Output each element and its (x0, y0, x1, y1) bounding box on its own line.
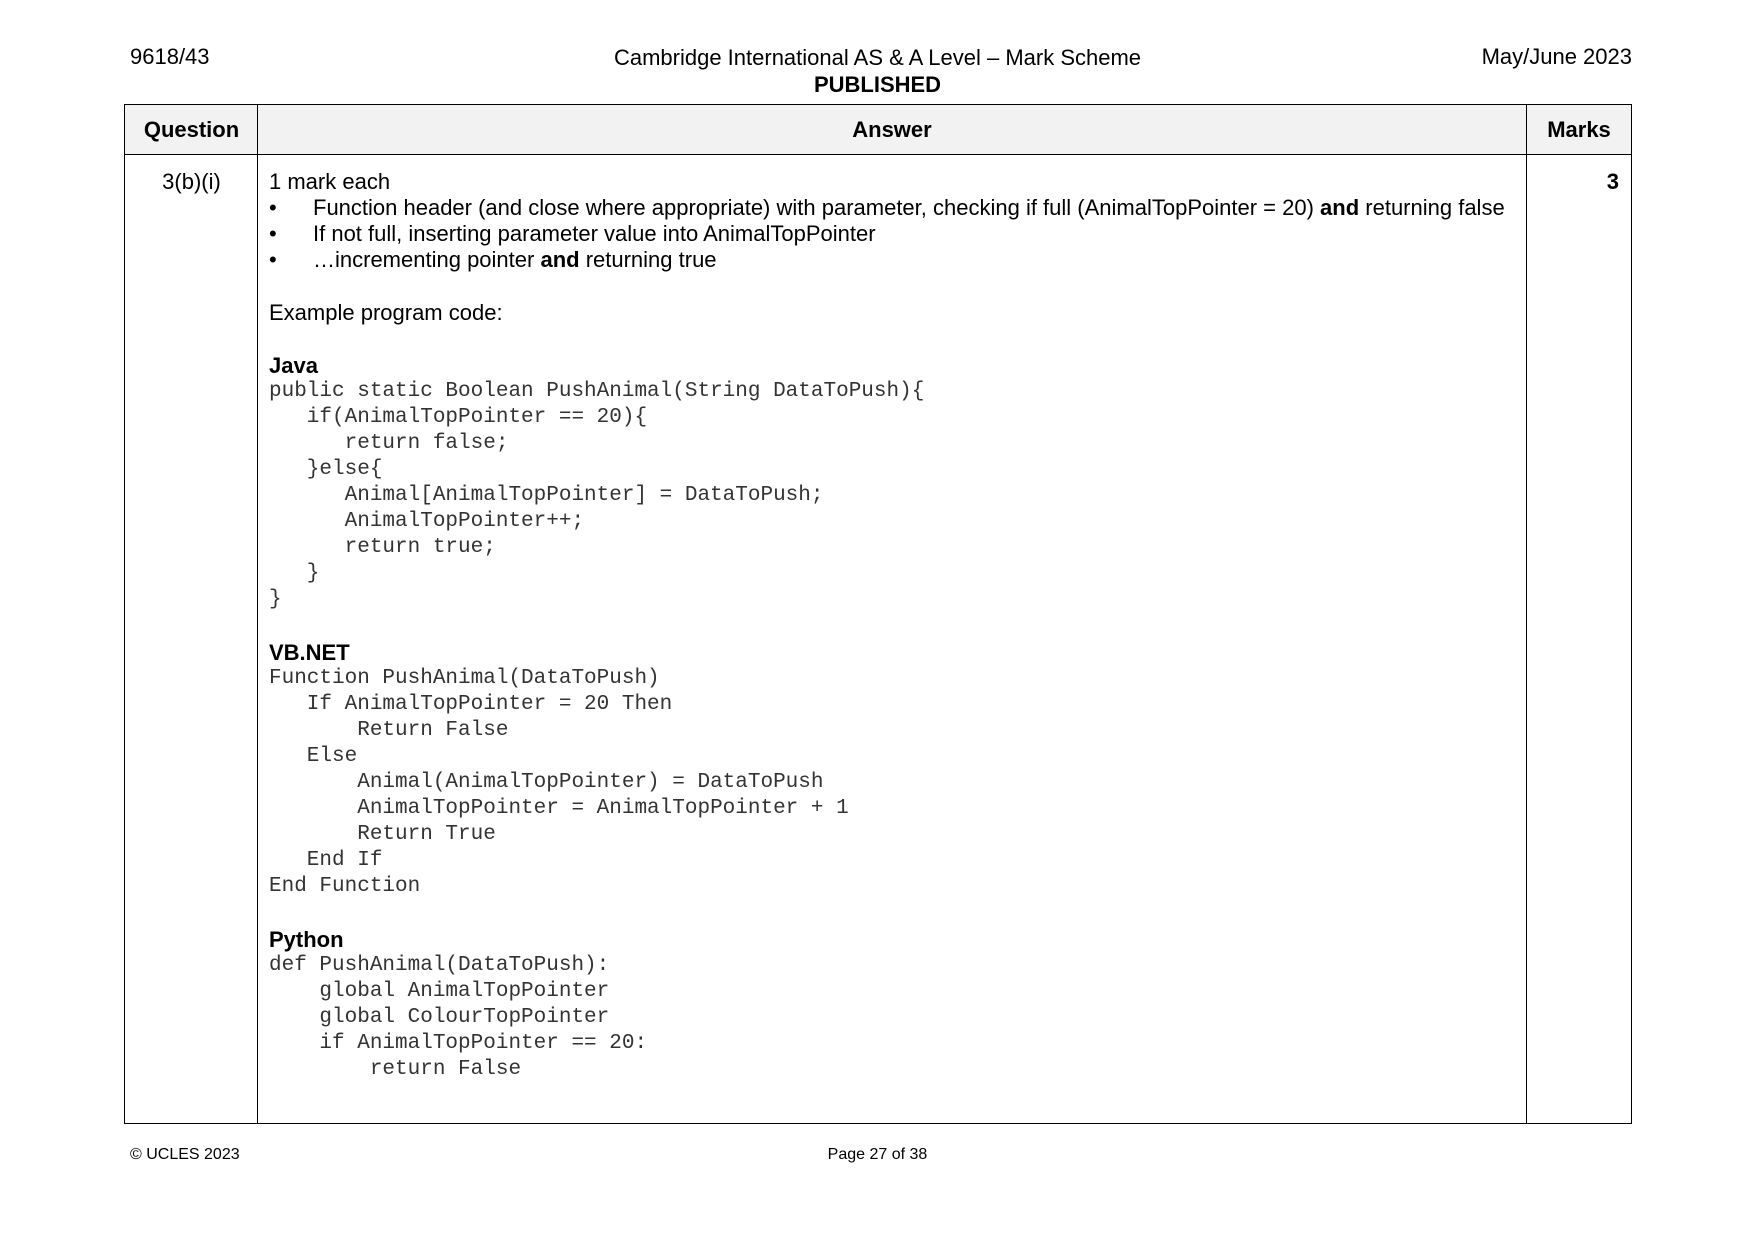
mark-allocation-intro: 1 mark each (269, 169, 391, 194)
header-marks: Marks (1547, 117, 1611, 142)
vbnet-heading: VB.NET (269, 640, 350, 665)
marking-point (269, 247, 1639, 273)
title-text: Cambridge International AS & A Level – Mark Scheme (613, 45, 1142, 70)
header-answer: Answer (852, 117, 932, 142)
header-question: Question (143, 117, 240, 142)
marking-point-text: …incrementing pointer (313, 247, 541, 272)
java-heading: Java (269, 353, 318, 378)
column-divider (257, 105, 258, 1123)
mark-scheme-table (124, 104, 1632, 1124)
python-code-block: def PushAnimal(DataToPush): global AnimalTopPointer global ColourTopPointer if AnimalTopPointer == 20: return False (269, 954, 648, 1081)
question-number: 3(b)(i) (162, 169, 221, 194)
python-heading: Python (269, 927, 344, 952)
marking-point-text: Function header (and close where appropriate) with parameter, checking if full (AnimalTopPointer = 20) (313, 195, 1321, 220)
marking-points (269, 195, 1639, 273)
marking-point-emphasis: and (1320, 195, 1360, 220)
marking-point (269, 195, 1639, 221)
marking-point-text: If not full, inserting parameter value into AnimalTopPointer (313, 221, 876, 246)
marking-point-emphasis: and (540, 247, 580, 272)
marking-point-text: returning false (1359, 195, 1505, 220)
example-code-label: Example program code: (269, 300, 503, 325)
paper-code: 9618/43 (130, 44, 210, 69)
exam-session: May/June 2023 (1481, 44, 1632, 69)
published-label: PUBLISHED (813, 72, 942, 97)
page-number: Page 27 of 38 (827, 1146, 928, 1163)
marking-point (269, 221, 1639, 247)
copyright-notice: © UCLES 2023 (130, 1146, 240, 1163)
answer-cell (269, 169, 1639, 1083)
marking-point-text: returning true (579, 247, 717, 272)
vbnet-code-block: Function PushAnimal(DataToPush) If AnimalTopPointer = 20 Then Return False Else Animal(AnimalTopPointer) = DataToPush AnimalTopPointer = AnimalTopPointer + 1 Return True End If End Function (269, 667, 849, 898)
java-code-block: public static Boolean PushAnimal(String DataToPush){ if(AnimalTopPointer == 20){ return false; }else{ Animal[AnimalTopPointer] = DataToPush; AnimalTopPointer++; return true; } } (269, 380, 925, 611)
marks-value: 3 (1606, 169, 1619, 194)
